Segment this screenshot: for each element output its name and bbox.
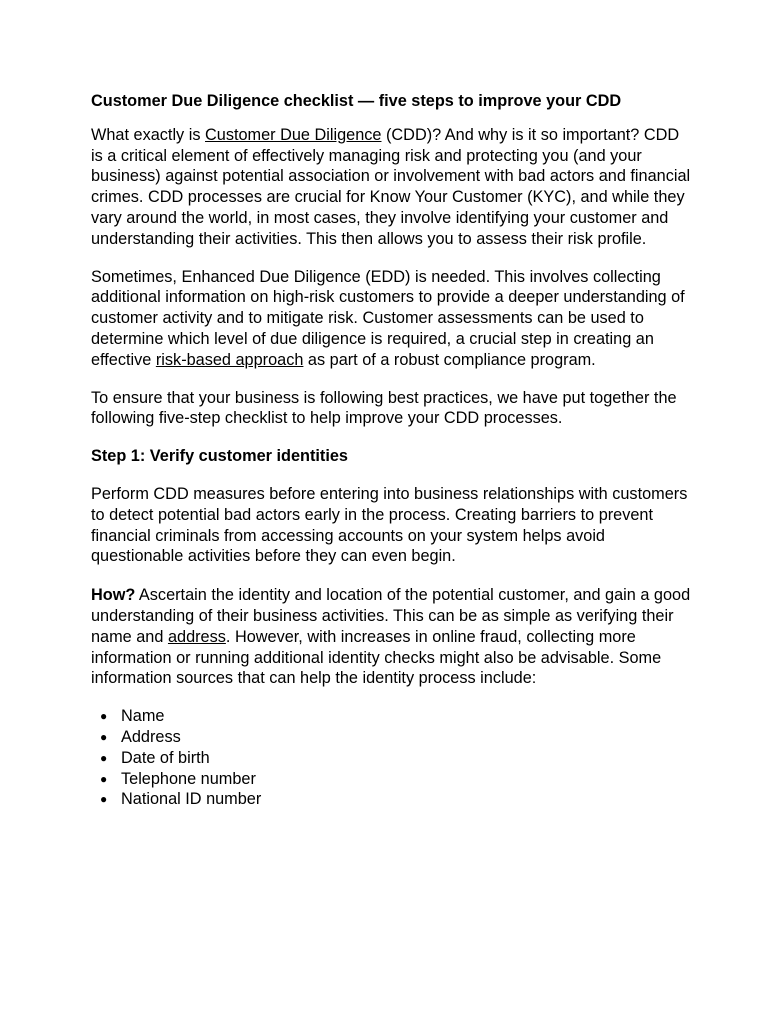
paragraph-step-1: Perform CDD measures before entering into business relationships with customers to detect potential bad actors early in the process. Creating barriers to prevent financial criminals from accessing accounts on your system helps avoid questionable activities before they can even begin. bbox=[91, 484, 688, 566]
customer-due-diligence-link[interactable]: Customer Due Diligence bbox=[205, 125, 382, 144]
paragraph-text: Sometimes, Enhanced Due Diligence (EDD) is needed. This involves collecting additional information on high-risk customers to provide a deeper understanding of customer activity and to mitigate risk. Customer assessments can be used to determine which level of due diligence is required, a crucial step in creating an effective bbox=[91, 267, 685, 369]
paragraph-cdd-intro bbox=[91, 125, 691, 250]
list-item-label: Name bbox=[121, 707, 165, 726]
list-item-label: Telephone number bbox=[121, 769, 256, 788]
list-item bbox=[100, 769, 691, 790]
bullet-icon: ● bbox=[100, 729, 108, 744]
paragraph-checklist-intro: To ensure that your business is following best practices, we have put together the following five-step checklist to help improve your CDD processes. bbox=[91, 388, 677, 428]
address-link[interactable]: address bbox=[167, 627, 226, 646]
risk-based-approach-link[interactable]: risk-based approach bbox=[155, 350, 304, 369]
paragraph-edd bbox=[91, 267, 691, 371]
step-1-heading: Step 1: Verify customer identities bbox=[91, 447, 348, 466]
how-label: How? bbox=[91, 586, 136, 605]
list-item bbox=[100, 789, 691, 810]
paragraph-text: (CDD)? And why is it so important? CDD is a critical element of effectively managing risk and protecting you (and your business) against potential association or involvement with bad actors and financial crimes. CDD processes are crucial for Know Your Customer (KYC), and while they vary around the world, in most cases, they involve identifying your customer and understanding their activities. This then allows you to assess their risk profile. bbox=[91, 125, 691, 248]
bullet-icon: ● bbox=[100, 792, 108, 807]
list-item-label: Date of birth bbox=[121, 748, 210, 767]
list-item-label: Address bbox=[121, 727, 181, 746]
list-item bbox=[100, 727, 691, 748]
bullet-icon: ● bbox=[100, 771, 108, 786]
paragraph-text: . However, with increases in online fraud, collecting more information or running additional identity checks might also be advisable. Some information sources that can help the identity process include: bbox=[91, 627, 662, 688]
paragraph-text: as part of a robust compliance program. bbox=[303, 350, 596, 369]
paragraph-text: What exactly is bbox=[91, 125, 206, 144]
document-title: Customer Due Diligence checklist — five steps to improve your CDD bbox=[91, 92, 622, 110]
list-item-label: National ID number bbox=[121, 790, 262, 809]
paragraph-text: Ascertain the identity and location of the potential customer, and gain a good understanding of their business activities. This can be as simple as verifying their name and bbox=[91, 586, 691, 646]
info-sources-list bbox=[91, 706, 691, 810]
document-page bbox=[91, 91, 691, 810]
list-item bbox=[100, 748, 691, 769]
bullet-icon: ● bbox=[100, 709, 108, 724]
list-item bbox=[100, 706, 691, 727]
paragraph-how bbox=[91, 585, 691, 689]
bullet-icon: ● bbox=[100, 750, 108, 765]
